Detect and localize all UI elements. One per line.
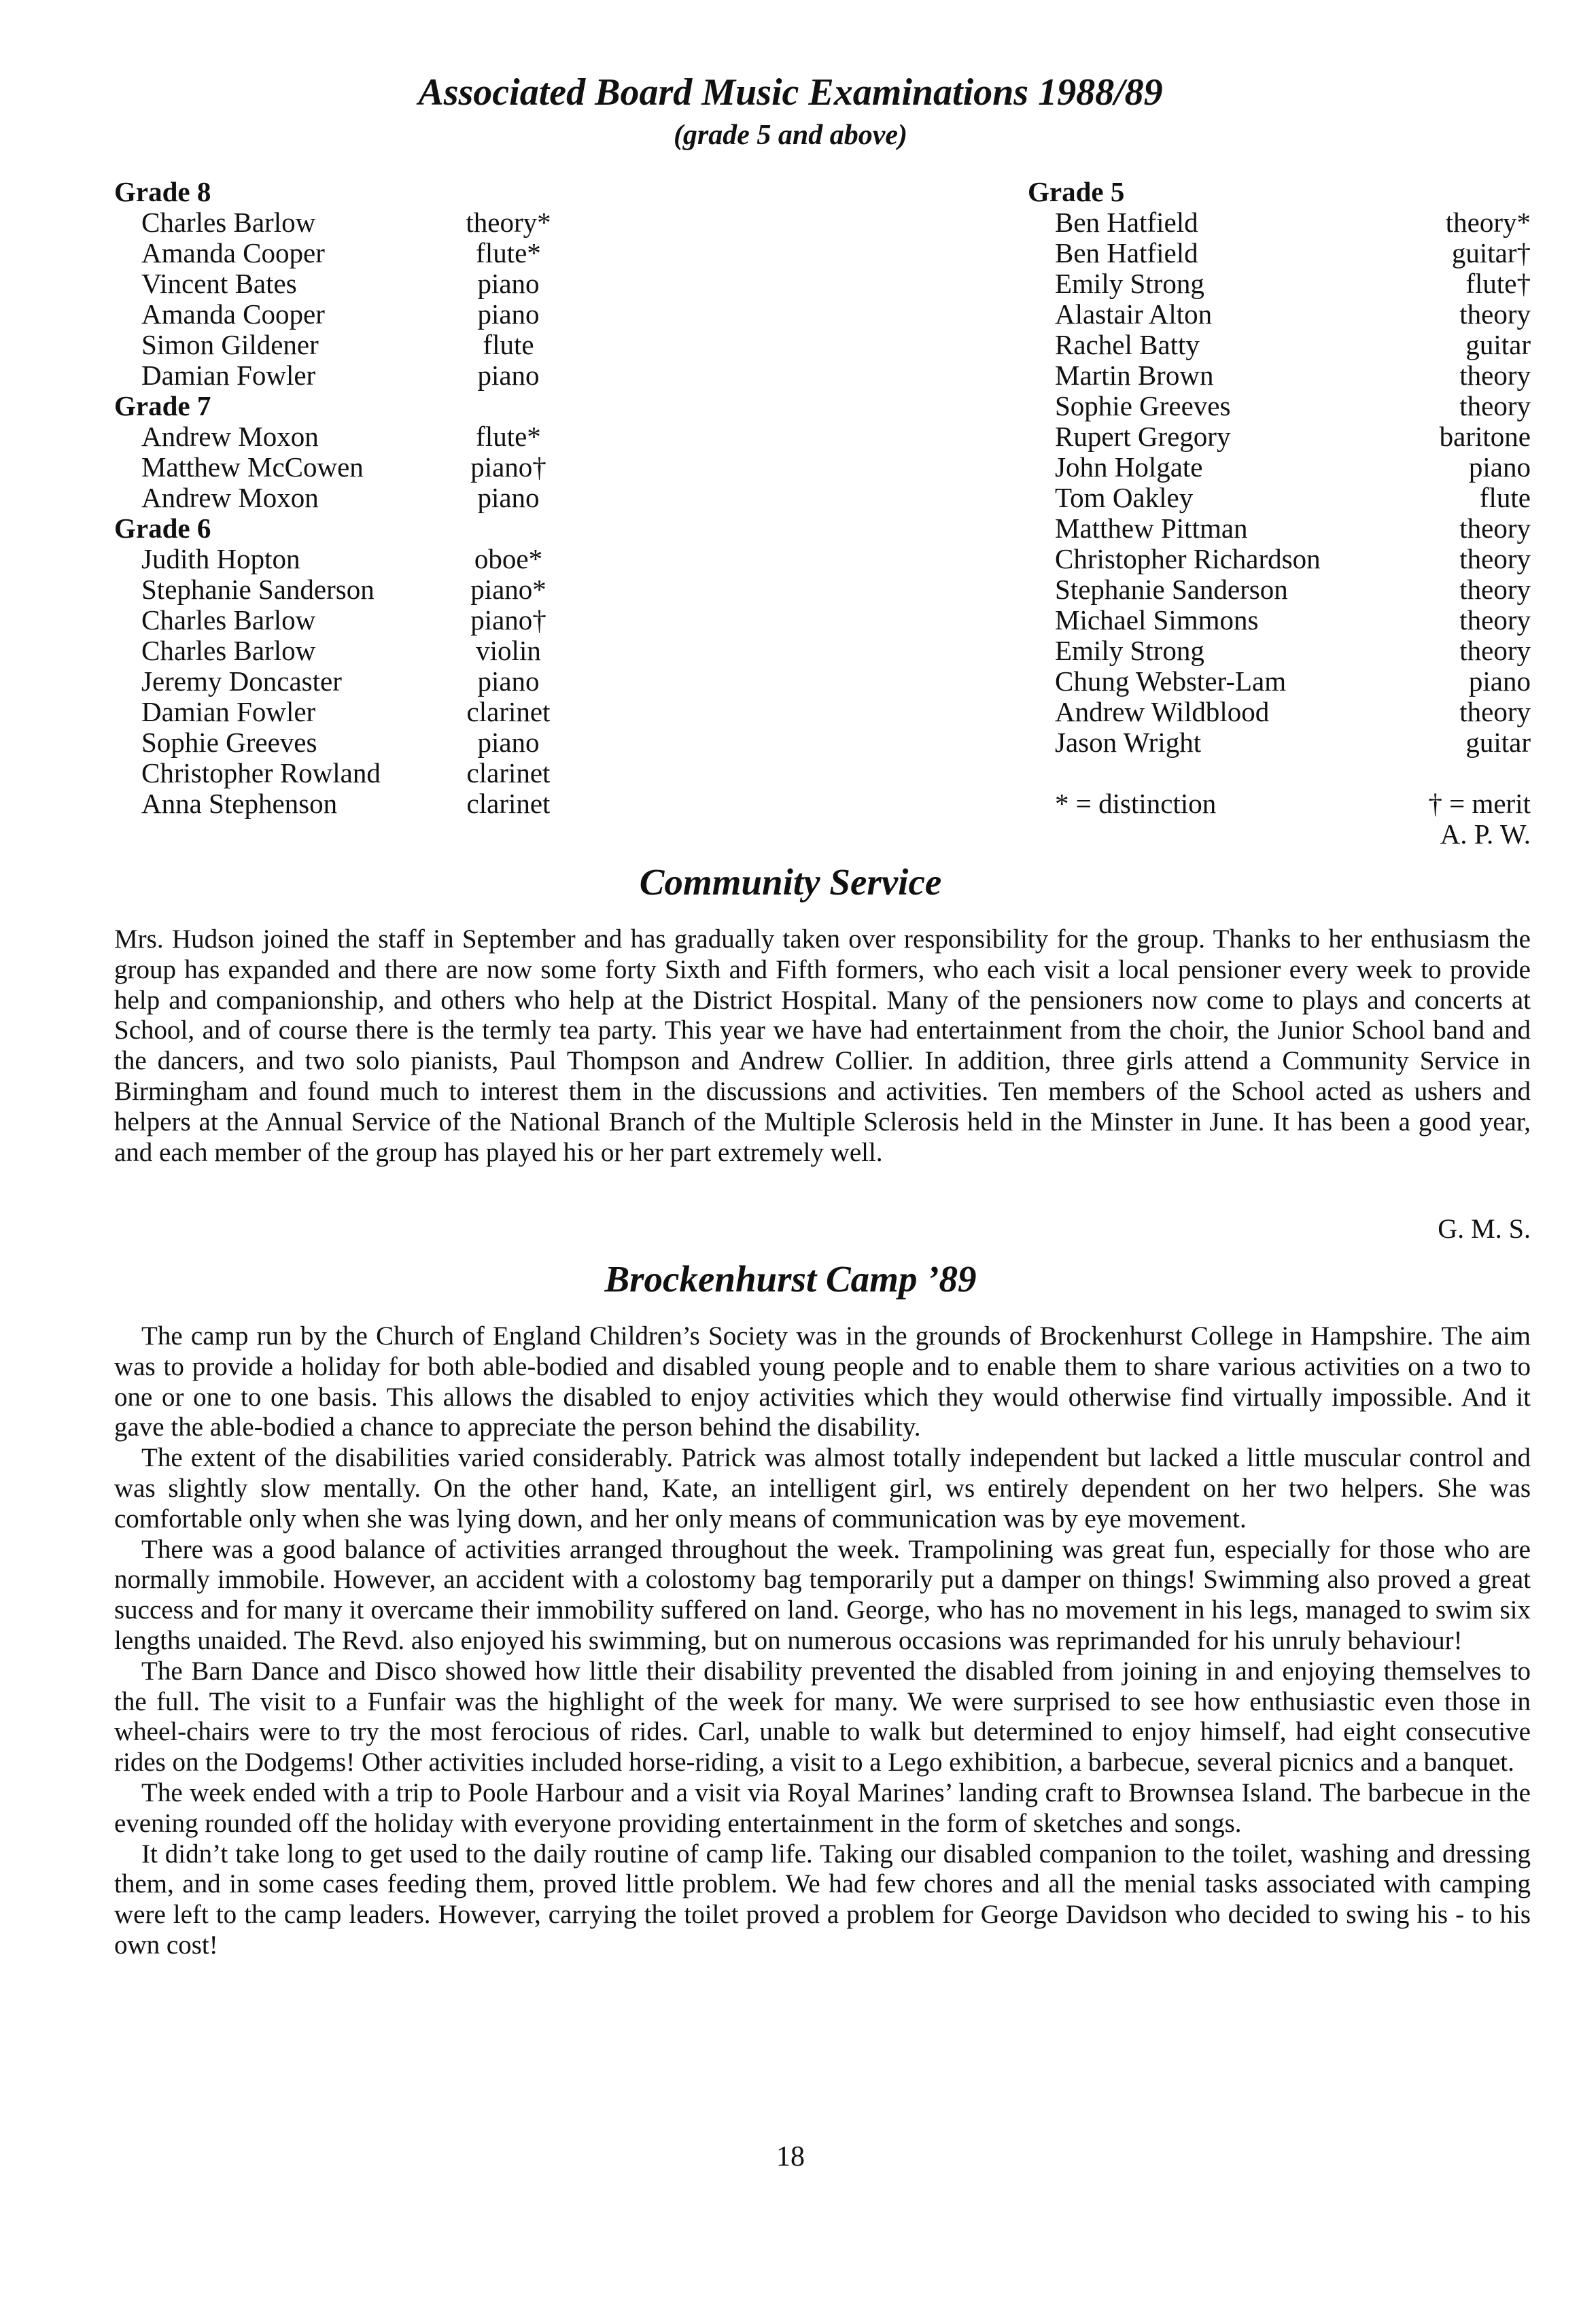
- candidate-name: Michael Simmons: [1055, 604, 1259, 636]
- exam-legend: [1028, 788, 1531, 819]
- exam-entry-row: [1028, 727, 1531, 758]
- camp-paragraph: The week ended with a trip to Poole Harbour and a visit via Royal Marines’ landing craft to Brownsea Island. The barbecue in the evening rounded off the holiday with everyone providing entertainment in the form of sketches and songs.: [114, 1777, 1531, 1838]
- exam-signature: A. P. W.: [1440, 818, 1531, 850]
- exam-entry-row: [1028, 697, 1531, 727]
- exam-subject: piano†: [470, 604, 546, 636]
- candidate-name: Jeremy Doncaster: [141, 665, 342, 697]
- exam-entry-row: [114, 330, 632, 360]
- exam-subject: guitar†: [1451, 237, 1531, 268]
- candidate-name: Christopher Richardson: [1055, 543, 1321, 574]
- camp-paragraph: The camp run by the Church of England Children’s Society was in the grounds of Brockenhurst College in Hampshire. The aim was to provide a holiday for both able-bodied and disabled young people and to enable them to share various activities on a two to one or one to one basis. This allows the disabled to enjoy activities which they would otherwise find virtually impossible. And it gave the able-bodied a chance to appreciate the person behind the disability.: [114, 1321, 1531, 1442]
- community-paragraph: Mrs. Hudson joined the staff in September and has gradually taken over responsibility for the group. Thanks to her enthusiasm the group has expanded and there are now some forty Sixth and Fifth formers, who each visit a local pensioner every week to provide help and companionship, and others who help at the District Hospital. Many of the pensioners now come to plays and concerts at School, and of course there is the termly tea party. This year we have had entertainment from the choir, the Junior School band and the dancers, and two solo pianists, Paul Thompson and Andrew Collier. In addition, three girls attend a Community Service in Birmingham and found much to interest them in the discussions and activities. Ten members of the School acted as ushers and helpers at the Annual Service of the National Branch of the Multiple Sclerosis held in the Minster in June. It has been a good year, and each member of the group has played his or her part extremely well.: [114, 924, 1531, 1167]
- candidate-name: Charles Barlow: [141, 635, 316, 666]
- exam-entry-row: [1028, 391, 1531, 421]
- camp-title: Brockenhurst Camp ’89: [604, 1258, 977, 1300]
- exam-entry-row: [1028, 360, 1531, 391]
- exam-entry-row: [1028, 483, 1531, 513]
- exam-entry-row: [114, 207, 632, 238]
- candidate-name: Vincent Bates: [141, 268, 297, 299]
- candidate-name: Sophie Greeves: [1055, 390, 1231, 421]
- candidate-name: Stephanie Sanderson: [141, 574, 375, 605]
- exam-subject: theory: [1459, 298, 1531, 330]
- exam-subject: piano: [477, 665, 540, 697]
- legend-merit: † = merit: [1428, 788, 1531, 819]
- camp-paragraph: The extent of the disabilities varied considerably. Patrick was almost totally independent but lacked a little muscular control and was slightly slow mentally. On the other hand, Kate, an intelligent girl, ws entirely dependent on her two helpers. She was comfortable only when she was lying down, and her only means of communication was by eye movement.: [114, 1443, 1531, 1533]
- exam-subject: theory: [1459, 513, 1531, 544]
- exam-subject: theory: [1459, 360, 1531, 391]
- grade-heading: Grade 8: [114, 176, 211, 207]
- candidate-name: Andrew Moxon: [141, 482, 319, 513]
- exam-right-column: [1028, 177, 1531, 850]
- camp-paragraph: It didn’t take long to get used to the daily routine of camp life. Taking our disabled companion to the toilet, washing and dressing them, and in some cases feeding them, proved little problem. We had few chores and all the menial tasks associated with camping were left to the camp leaders. However, carrying the toilet proved a problem for George Davidson who decided to swing his - to his own cost!: [114, 1839, 1531, 1960]
- candidate-name: Simon Gildener: [141, 329, 319, 360]
- candidate-name: Sophie Greeves: [141, 727, 317, 758]
- candidate-name: Andrew Wildblood: [1055, 696, 1270, 727]
- candidate-name: Jason Wright: [1055, 727, 1202, 758]
- candidate-name: Martin Brown: [1055, 360, 1214, 391]
- candidate-name: Emily Strong: [1055, 635, 1204, 666]
- candidate-name: Chung Webster-Lam: [1055, 665, 1287, 697]
- exam-entry-row: [1028, 636, 1531, 666]
- exam-subject: guitar: [1465, 329, 1531, 360]
- candidate-name: Matthew McCowen: [141, 451, 364, 483]
- exam-subject: violin: [476, 635, 541, 666]
- candidate-name: Alastair Alton: [1055, 298, 1213, 330]
- exam-subject: flute: [1479, 482, 1531, 513]
- exam-subtitle: (grade 5 and above): [673, 120, 908, 151]
- exam-subject: flute*: [476, 237, 541, 268]
- exam-title: Associated Board Music Examinations 1988/89: [418, 71, 1163, 114]
- exam-subject: piano: [1468, 451, 1531, 483]
- exam-subject: theory*: [466, 207, 551, 238]
- exam-entry-row: [114, 421, 632, 452]
- candidate-name: Rachel Batty: [1055, 329, 1200, 360]
- exam-subject: theory: [1459, 543, 1531, 574]
- exam-left-column: [114, 177, 632, 819]
- exam-entry-row: [114, 758, 632, 788]
- exam-entry-row: [114, 605, 632, 636]
- candidate-name: Charles Barlow: [141, 207, 316, 238]
- exam-entry-row: [1028, 207, 1531, 238]
- exam-subject: theory: [1459, 390, 1531, 421]
- exam-entry-row: [114, 299, 632, 330]
- exam-subject: piano†: [470, 451, 546, 483]
- exam-entry-row: [114, 697, 632, 727]
- candidate-name: Amanda Cooper: [141, 298, 325, 330]
- candidate-name: Anna Stephenson: [141, 788, 338, 819]
- candidate-name: Rupert Gregory: [1055, 421, 1231, 452]
- exam-subject: flute†: [1465, 268, 1531, 299]
- candidate-name: Damian Fowler: [141, 360, 316, 391]
- exam-entry-row: [1028, 666, 1531, 697]
- exam-subject: theory: [1459, 635, 1531, 666]
- exam-signature-row: [1028, 819, 1531, 850]
- candidate-name: Tom Oakley: [1055, 482, 1194, 513]
- candidate-name: Judith Hopton: [141, 543, 300, 574]
- candidate-name: John Holgate: [1055, 451, 1203, 483]
- exam-entry-row: [114, 452, 632, 483]
- exam-entry-row: [1028, 330, 1531, 360]
- candidate-name: Emily Strong: [1055, 268, 1204, 299]
- exam-subject: theory: [1459, 604, 1531, 636]
- exam-subject: clarinet: [466, 788, 551, 819]
- exam-entry-row: [1028, 574, 1531, 605]
- camp-body: [114, 1321, 1531, 1961]
- candidate-name: Stephanie Sanderson: [1055, 574, 1288, 605]
- exam-subject: guitar: [1465, 727, 1531, 758]
- exam-entry-row: [114, 238, 632, 268]
- exam-subject: piano*: [470, 574, 546, 605]
- exam-subject: piano: [1468, 665, 1531, 697]
- page-number: 18: [776, 2141, 805, 2172]
- exam-subject: flute: [483, 329, 534, 360]
- camp-paragraph: There was a good balance of activities arranged throughout the week. Trampolining was great fun, especially for those who are normally immobile. However, an accident with a colostomy bag temporarily put a damper on things! Swimming also proved a great success and for many it overcame their immobility suffered on land. George, who has no movement in his legs, managed to swim six lengths unaided. The Revd. also enjoyed his swimming, but on numerous occasions was reprimanded for his unruly behaviour!: [114, 1534, 1531, 1655]
- community-signature: G. M. S.: [1438, 1213, 1531, 1244]
- exam-subject: piano: [477, 727, 540, 758]
- exam-entry-row: [114, 788, 632, 819]
- exam-entry-row: [1028, 452, 1531, 483]
- exam-entry-row: [114, 636, 632, 666]
- exam-subject: clarinet: [466, 696, 551, 727]
- legend-distinction: * = distinction: [1055, 788, 1217, 819]
- candidate-name: Amanda Cooper: [141, 237, 325, 268]
- exam-entry-row: [114, 574, 632, 605]
- exam-entry-row: [1028, 513, 1531, 544]
- community-service-title: Community Service: [639, 861, 942, 903]
- exam-entry-row: [114, 666, 632, 697]
- grade-heading: Grade 7: [114, 390, 211, 421]
- candidate-name: Charles Barlow: [141, 604, 316, 636]
- candidate-name: Andrew Moxon: [141, 421, 319, 452]
- exam-subject: piano: [477, 298, 540, 330]
- exam-subject: flute*: [476, 421, 541, 452]
- camp-paragraph: The Barn Dance and Disco showed how little their disability prevented the disabled from joining in and enjoying themselves to the full. The visit to a Funfair was the highlight of the week for many. We were surprised to see how enthusiastic even those in wheel-chairs were to try the most ferocious of rides. Carl, unable to walk but determined to enjoy himself, had eight consecutive rides on the Dodgems! Other activities included horse-riding, a visit to a Lego exhibition, a barbecue, several picnics and a banquet.: [114, 1656, 1531, 1777]
- exam-entry-row: [1028, 605, 1531, 636]
- candidate-name: Matthew Pittman: [1055, 513, 1248, 544]
- candidate-name: Ben Hatfield: [1055, 237, 1198, 268]
- exam-subject: clarinet: [466, 757, 551, 788]
- exam-subject: baritone: [1439, 421, 1531, 452]
- exam-subject: piano: [477, 268, 540, 299]
- exam-subject: theory: [1459, 574, 1531, 605]
- exam-entry-row: [114, 360, 632, 391]
- exam-entry-row: [1028, 268, 1531, 299]
- candidate-name: Christopher Rowland: [141, 757, 381, 788]
- exam-entry-row: [114, 727, 632, 758]
- candidate-name: Ben Hatfield: [1055, 207, 1198, 238]
- exam-entry-row: [114, 268, 632, 299]
- exam-entry-row: [1028, 299, 1531, 330]
- grade-heading: Grade 5: [1028, 176, 1125, 207]
- exam-entry-row: [1028, 544, 1531, 574]
- exam-entry-row: [1028, 238, 1531, 268]
- exam-entry-row: [114, 483, 632, 513]
- exam-subject: piano: [477, 482, 540, 513]
- exam-entry-row: [114, 544, 632, 574]
- exam-subject: oboe*: [474, 543, 543, 574]
- exam-subject: theory: [1459, 696, 1531, 727]
- exam-subject: piano: [477, 360, 540, 391]
- exam-subject: theory*: [1445, 207, 1531, 238]
- exam-entry-row: [1028, 421, 1531, 452]
- grade-heading: Grade 6: [114, 513, 211, 544]
- candidate-name: Damian Fowler: [141, 696, 316, 727]
- community-service-body: [114, 924, 1531, 1168]
